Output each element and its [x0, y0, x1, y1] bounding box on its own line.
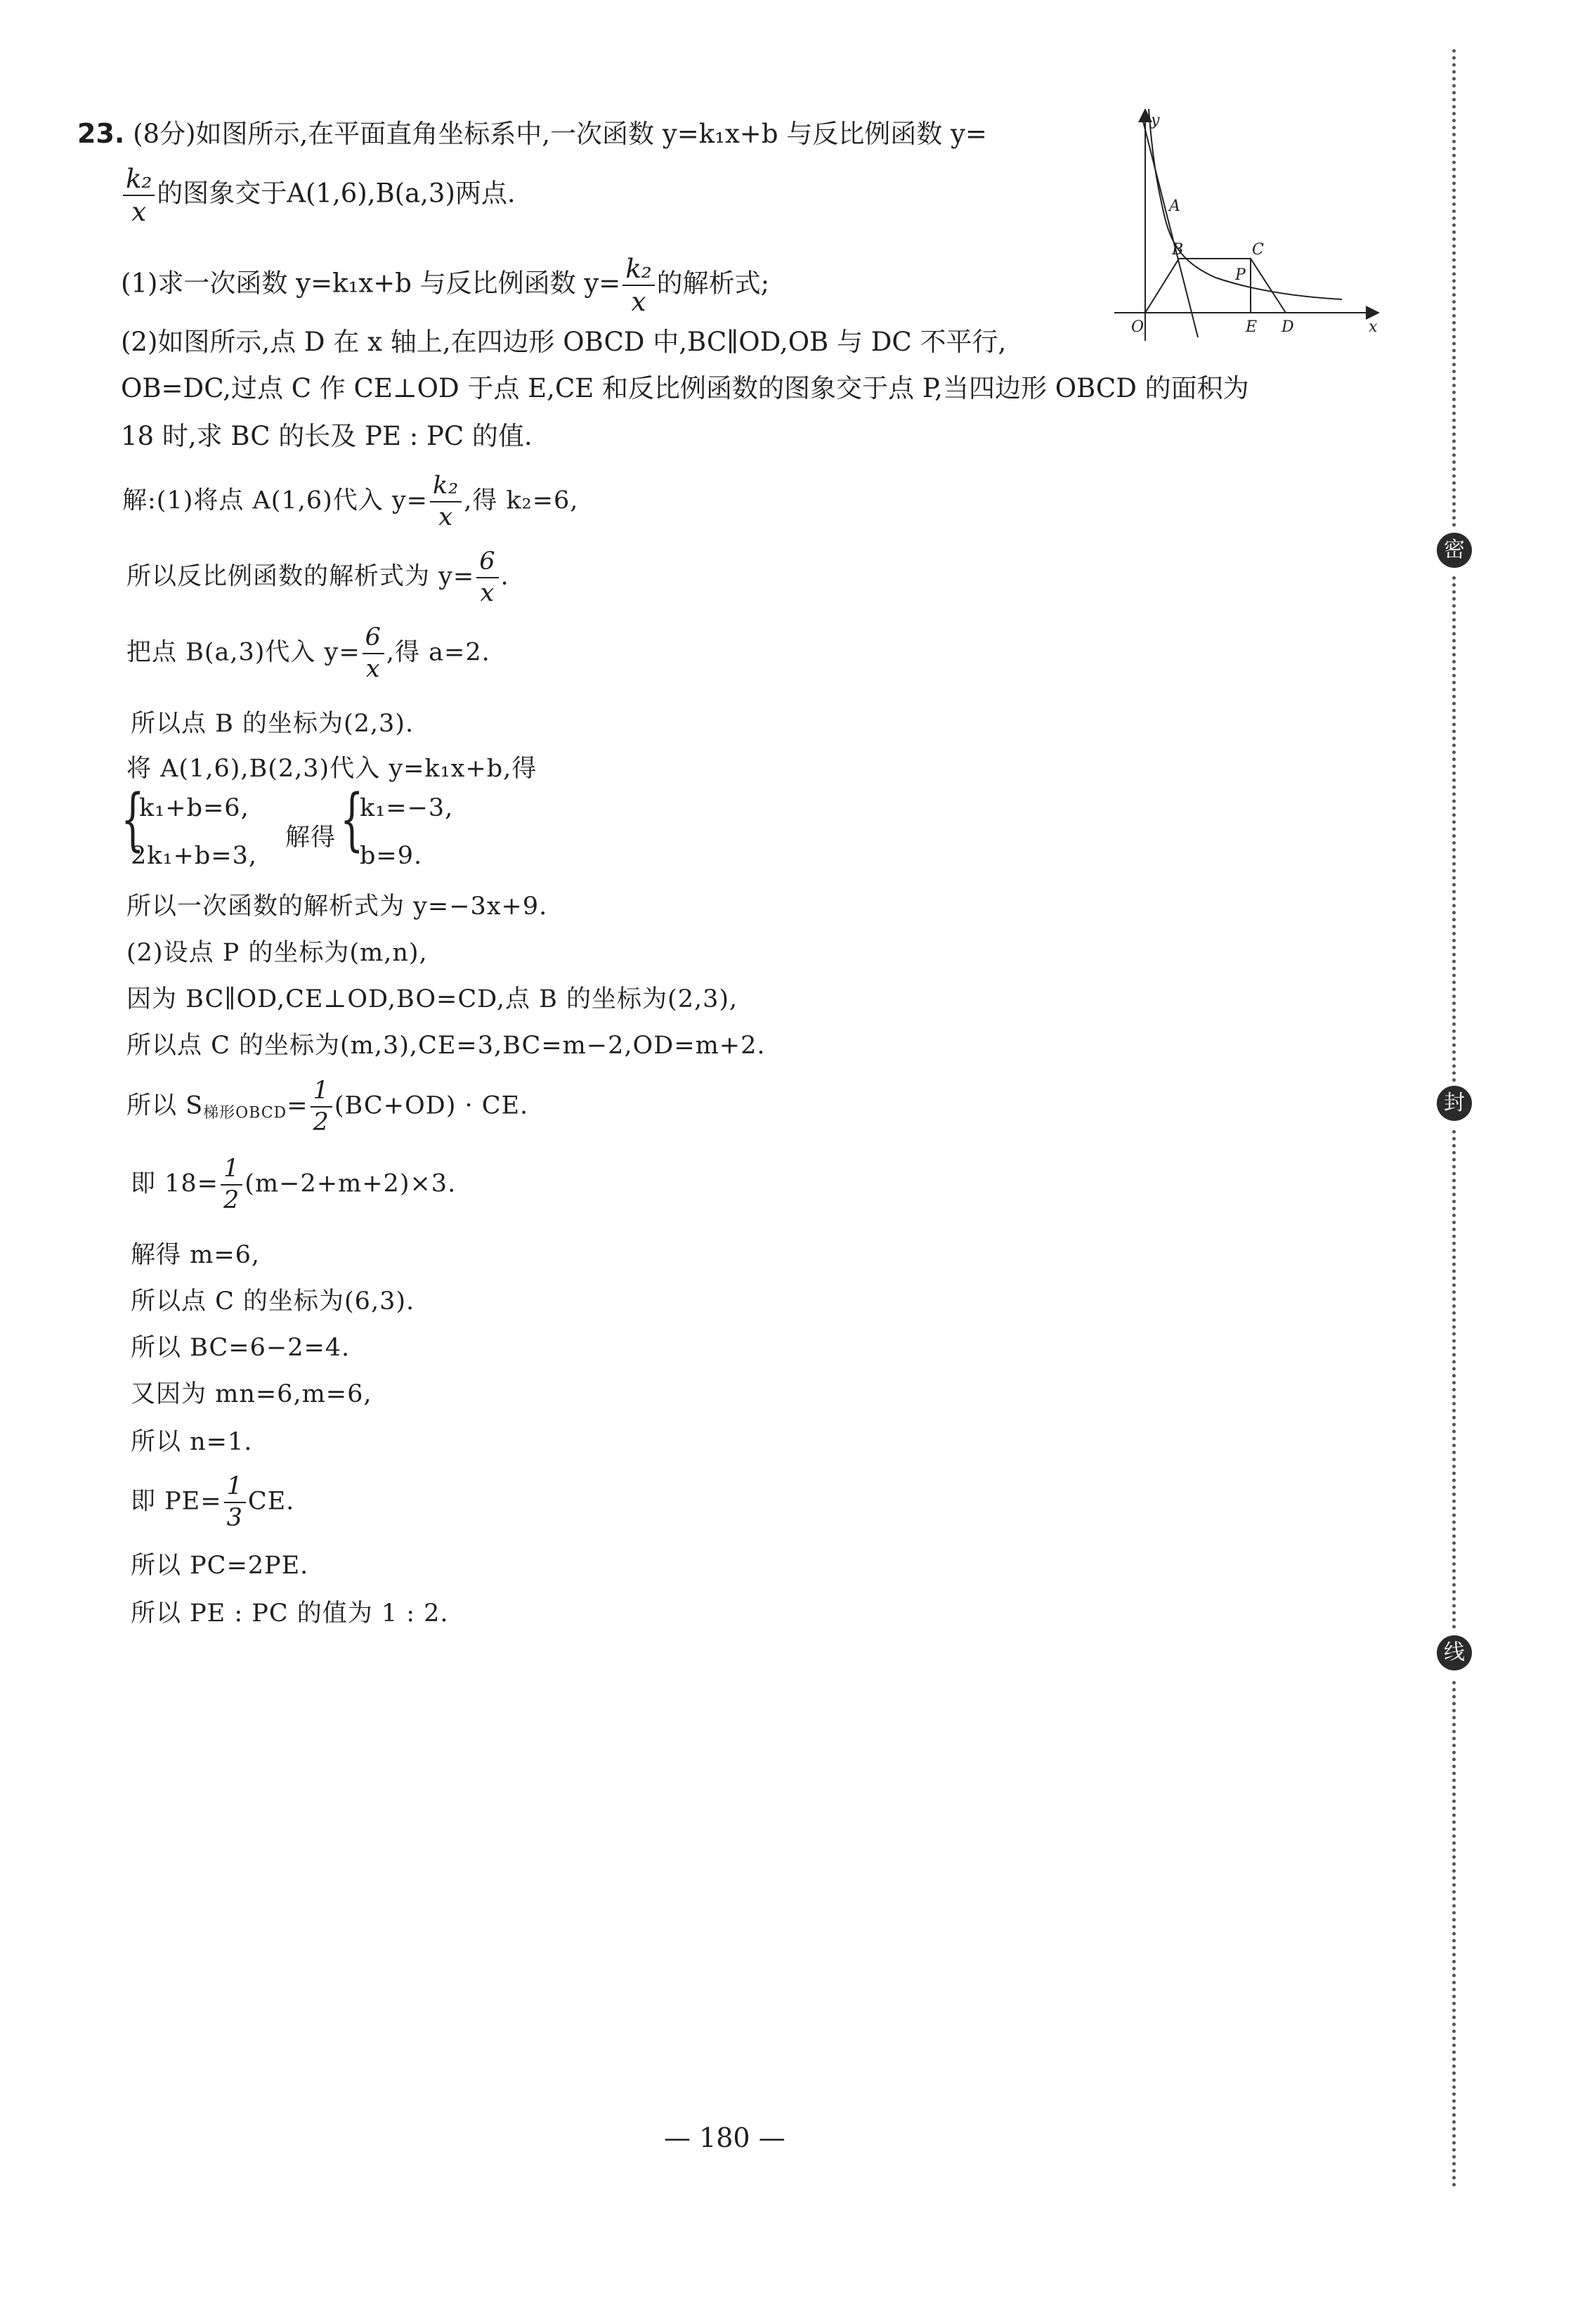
dotted-cut-line [1452, 576, 1456, 1082]
solution-line: 所以 n=1. [131, 1428, 253, 1456]
label-a: A [1169, 197, 1180, 215]
solution-line: 因为 BC∥OD,CE⊥OD,BO=CD,点 B 的坐标为(2,3), [126, 985, 738, 1013]
label-d: D [1282, 318, 1294, 336]
label-p: P [1235, 266, 1246, 284]
label-b: B [1172, 241, 1184, 259]
label-o: O [1131, 318, 1145, 336]
label-x: x [1369, 318, 1378, 336]
solution-line: 所以 PC=2PE. [131, 1552, 309, 1580]
label-c: C [1252, 241, 1264, 259]
equation-system-row: k₁=−3, [360, 794, 454, 822]
label-e: E [1246, 318, 1258, 336]
seal-xian: 线 [1437, 1635, 1472, 1670]
solution-line: 所以点 B 的坐标为(2,3). [131, 710, 415, 738]
solution-line: 所以一次函数的解析式为 y=−3x+9. [126, 892, 548, 921]
solution-line: (2)设点 P 的坐标为(m,n), [126, 939, 428, 967]
solution-line: 即 PE= $\frac{1}{3}$ CE. [131, 1472, 295, 1532]
question-intro-text-2: 的图象交于A(1,6),B(a,3)两点. [157, 178, 516, 209]
fraction-6-over-x: $\frac{6}{x}$ [476, 550, 498, 606]
question-part2-line1: (2)如图所示,点 D 在 x 轴上,在四边形 OBCD 中,BC∥OD,OB 与 DC 不平行, [121, 327, 1007, 357]
solve-word: 解得 [285, 824, 337, 852]
solution-line: 所以反比例函数的解析式为 y= $\frac{6}{x}$ . [126, 547, 509, 607]
solution-line: 所以点 C 的坐标为(6,3). [131, 1287, 415, 1316]
question-number: 23. [77, 118, 125, 149]
fraction-k2-over-x: $\frac{\text{k₂}}{x}$ [123, 166, 155, 225]
equation-system-row: k₁+b=6, [139, 794, 249, 822]
equation-system-row: b=9. [360, 842, 423, 870]
left-brace: { [121, 780, 145, 859]
solution-line: 即 18= $\frac{1}{2}$ (m−2+m+2)×3. [131, 1155, 457, 1214]
fraction-6-over-x: $\frac{6}{x}$ [363, 625, 384, 682]
question-part2-line2: OB=DC,过点 C 作 CE⊥OD 于点 E,CE 和反比例函数的图象交于点 P,当四边形 OBCD 的面积为 [121, 373, 1249, 403]
question-part2-line3: 18 时,求 BC 的长及 PE : PC 的值. [121, 421, 533, 451]
seal-mi: 密 [1437, 533, 1472, 568]
quadrilateral-obcd [1145, 259, 1286, 313]
fraction-1-over-2: $\frac{1}{2}$ [311, 1079, 332, 1135]
coordinate-figure [1110, 105, 1391, 344]
solution-line: 将 A(1,6),B(2,3)代入 y=k₁x+b,得 [126, 755, 537, 783]
question-intro-text: (8分)如图所示,在平面直角坐标系中,一次函数 y=k₁x+b 与反比例函数 y= [133, 119, 987, 149]
question-intro-line2 [121, 166, 516, 225]
label-y: y [1151, 112, 1160, 129]
solution-line: 解得 m=6, [131, 1241, 261, 1269]
page-number: — 180 — [664, 2122, 785, 2153]
dotted-cut-line [1452, 1130, 1456, 1629]
solution-line: 所以 $S_{梯形OBCD}=$ $\frac{1}{2}$ (BC+OD) · CE. [126, 1077, 529, 1136]
solution-line: 把点 B(a,3)代入 y= $\frac{6}{x}$ ,得 a=2. [126, 623, 490, 683]
fraction-k2-over-x: $\frac{\text{k₂}}{x}$ [622, 256, 654, 315]
dotted-cut-line [1452, 1681, 1456, 2187]
left-brace: { [340, 780, 364, 859]
solution-line: 所以点 C 的坐标为(m,3),CE=3,BC=m−2,OD=m+2. [126, 1032, 766, 1060]
question-part1: (1)求一次函数 y=k₁x+b 与反比例函数 y= $\frac{\text{k₂}}{x}$ 的解析式; [121, 254, 770, 317]
solution-line: 所以 PE : PC 的值为 1 : 2. [131, 1599, 449, 1628]
solution-line: 所以 BC=6−2=4. [131, 1334, 351, 1362]
fraction-1-over-2: $\frac{1}{2}$ [221, 1157, 242, 1213]
dotted-cut-line [1452, 49, 1456, 527]
seal-feng: 封 [1437, 1086, 1472, 1121]
equation-system-row: 2k₁+b=3, [131, 842, 257, 870]
fraction-k2-over-x: $\frac{\text{k₂}}{x}$ [430, 474, 462, 530]
subscript-trapezoid: 梯形OBCD [203, 1104, 287, 1122]
question-intro-line1 [77, 112, 987, 150]
solution-line: 解:(1)将点 A(1,6)代入 y= $\frac{\text{k₂}}{x}$ ,得 k₂=6, [122, 472, 579, 531]
solution-line: 又因为 mn=6,m=6, [131, 1380, 372, 1408]
fraction-1-over-3: $\frac{1}{3}$ [224, 1474, 246, 1531]
